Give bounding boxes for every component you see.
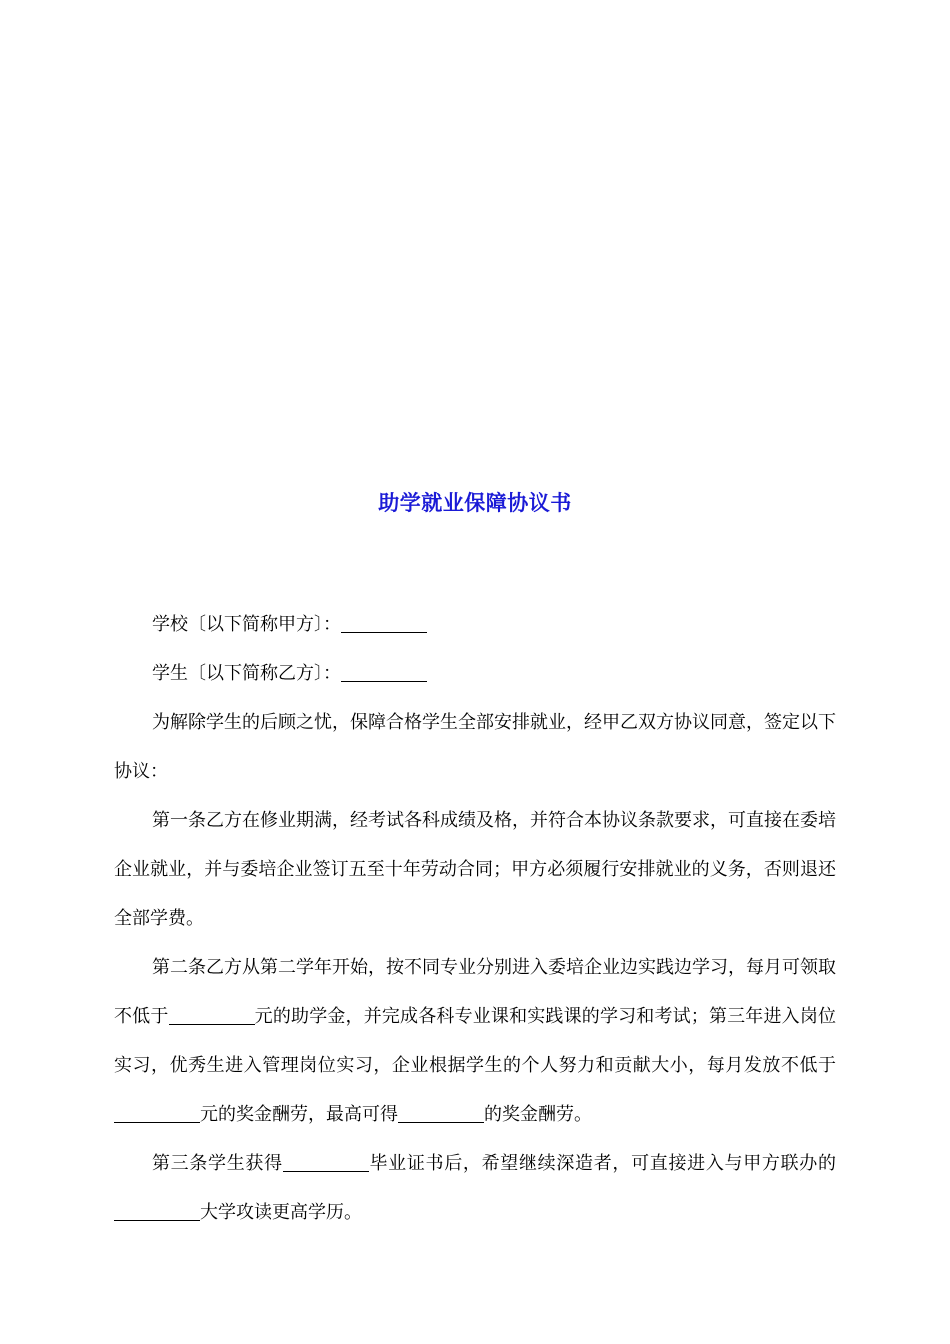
- article-2-text-3: 元的奖金酬劳，最高可得: [200, 1104, 398, 1125]
- document-title: 助学就业保障协议书: [378, 490, 572, 515]
- article-2-text-4: 的奖金酬劳。: [484, 1104, 592, 1125]
- party-b-blank: [341, 663, 427, 682]
- party-b-line: [114, 649, 836, 698]
- certificate-blank: [283, 1153, 369, 1172]
- article-3-text-2: 毕业证书后，希望继续深造者，可直接进入与甲方联办的: [368, 1153, 836, 1174]
- preamble-paragraph: 为解除学生的后顾之忧，保障合格学生全部安排就业，经甲乙双方协议同意，签定以下协议：: [114, 712, 836, 782]
- article-2-paragraph: [114, 943, 836, 1139]
- article-2-text-2: 元的助学金，并完成各科专业课和实践课的学习和考试；第三年进入岗位实习，优秀生进入管理岗位实习，企业根据学生的个人努力和贡献大小，每月发放不低于: [114, 1006, 836, 1076]
- party-a-label: 学校〔以下简称甲方〕：: [152, 614, 341, 635]
- article-2-text-1: 第二条乙方从第二学年开始，按不同专业分别进入委培企业边实践边学习，每月可领取不低于: [114, 957, 836, 1027]
- article-3-paragraph: [114, 1139, 836, 1237]
- article-1-paragraph: 第一条乙方在修业期满，经考试各科成绩及格，并符合本协议条款要求，可直接在委培企业就业，并与委培企业签订五至十年劳动合同；甲方必须履行安排就业的义务，否则退还全部学费。: [114, 810, 836, 929]
- stipend-blank: [169, 1006, 255, 1025]
- article-3-text-1: 第三条学生获得: [152, 1153, 283, 1174]
- bonus-max-blank: [398, 1104, 484, 1123]
- university-blank: [114, 1202, 200, 1221]
- article-3-text-3: 大学攻读更高学历。: [200, 1202, 362, 1223]
- party-a-blank: [341, 614, 427, 633]
- bonus-min-blank: [114, 1104, 200, 1123]
- document-body: [114, 600, 836, 1237]
- party-a-line: [114, 600, 836, 649]
- party-b-label: 学生〔以下简称乙方〕：: [152, 663, 341, 684]
